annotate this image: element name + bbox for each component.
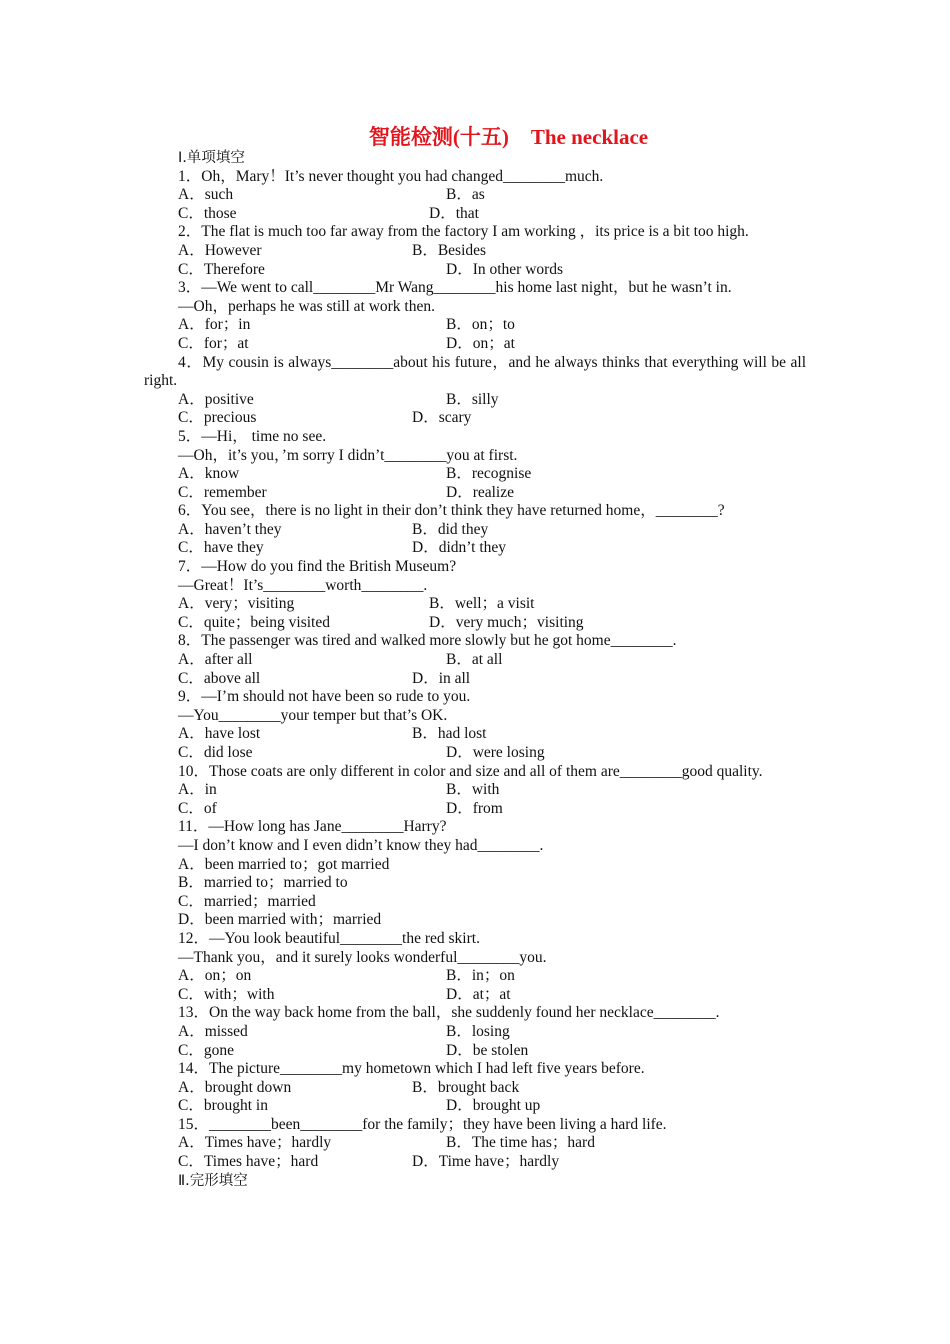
question-stem: 1．Oh，Mary！It’s never thought you had changed________much. bbox=[178, 167, 604, 185]
option-d: D．on；at bbox=[446, 334, 515, 352]
option-row bbox=[144, 1097, 806, 1116]
option-row bbox=[144, 1042, 806, 1061]
dialogue-line: —You________your temper but that’s OK. bbox=[178, 706, 448, 724]
option-c: C．remember bbox=[178, 483, 267, 501]
question-item bbox=[144, 763, 806, 819]
question-stem: 12．—You look beautiful________the red skirt. bbox=[178, 929, 480, 947]
title-cn: 智能检测(十五) bbox=[368, 125, 509, 149]
option-b: B．silly bbox=[446, 390, 499, 408]
option-c: C．with；with bbox=[178, 985, 275, 1003]
option-d: D．that bbox=[429, 204, 479, 222]
question-item bbox=[144, 354, 806, 428]
dialogue-line: —Great！It’s________worth________. bbox=[178, 576, 428, 594]
question-item bbox=[144, 558, 806, 632]
option-a: A．have lost bbox=[178, 725, 261, 743]
option-b: B．in；on bbox=[446, 967, 515, 985]
question-stem: 7．—How do you find the British Museum? bbox=[178, 558, 457, 576]
option-row bbox=[144, 484, 806, 503]
option-a: A．after all bbox=[178, 651, 253, 669]
question-stem: 15．________been________for the family；they have been living a hard life. bbox=[178, 1115, 667, 1133]
option-d: D．very much；visiting bbox=[429, 613, 584, 631]
option-b: B．The time has；hard bbox=[446, 1134, 595, 1152]
option-row bbox=[144, 967, 806, 986]
option-b: B．did they bbox=[412, 520, 489, 538]
option-row bbox=[144, 986, 806, 1005]
option-b: B．with bbox=[446, 781, 500, 799]
question-stem: 4．My cousin is always________about his future，and he always thinks that everything will be all right. bbox=[144, 353, 806, 390]
option-c: C．precious bbox=[178, 409, 257, 427]
option-a: A．However bbox=[178, 241, 262, 259]
option-row bbox=[144, 261, 806, 280]
option-a: A．brought down bbox=[178, 1078, 292, 1096]
option-a: A．Times have；hardly bbox=[178, 1134, 332, 1152]
question-item bbox=[144, 1116, 806, 1172]
option-row bbox=[144, 725, 806, 744]
question-item bbox=[144, 688, 806, 762]
option-row bbox=[144, 539, 806, 558]
question-stem: 13．On the way back home from the ball，she suddenly found her necklace________. bbox=[178, 1004, 720, 1022]
question-item bbox=[144, 818, 806, 930]
question-item bbox=[144, 428, 806, 502]
question-item bbox=[144, 1004, 806, 1060]
option-b: B．at all bbox=[446, 651, 503, 669]
dialogue-line: —Oh，it’s you，’m sorry I didn’t________you at first. bbox=[178, 446, 518, 464]
option-row bbox=[144, 521, 806, 540]
option-b: B．as bbox=[446, 186, 485, 204]
option-b: B．on；to bbox=[446, 316, 515, 334]
option-row bbox=[144, 391, 806, 410]
option-d: D．in all bbox=[412, 669, 471, 687]
option-row bbox=[144, 1079, 806, 1098]
option-row bbox=[144, 614, 806, 633]
option-b: B．recognise bbox=[446, 465, 532, 483]
question-item bbox=[144, 223, 806, 279]
option-row bbox=[144, 781, 806, 800]
option-row bbox=[144, 800, 806, 819]
option-d: D．at；at bbox=[446, 985, 511, 1003]
option-d: D．scary bbox=[412, 409, 472, 427]
dialogue-line: —I don’t know and I even didn’t know they had________. bbox=[178, 836, 544, 854]
question-item bbox=[144, 168, 806, 224]
option-a: A．on；on bbox=[178, 967, 252, 985]
option-d: D．In other words bbox=[446, 260, 564, 278]
option: B．married to；married to bbox=[178, 874, 348, 892]
option-d: D．brought up bbox=[446, 1097, 541, 1115]
option-c: C．gone bbox=[178, 1041, 234, 1059]
option-d: D．from bbox=[446, 799, 503, 817]
option-c: C．Times have；hard bbox=[178, 1153, 319, 1171]
dialogue-line: —Thank you，and it surely looks wonderful________you. bbox=[178, 948, 547, 966]
option-row bbox=[144, 670, 806, 689]
option: C．married；married bbox=[178, 892, 316, 910]
option-d: D．were losing bbox=[446, 744, 545, 761]
option-b: B．well；a visit bbox=[429, 595, 535, 613]
page-title bbox=[0, 124, 950, 150]
exercise-content bbox=[144, 149, 806, 1190]
option-d: D．realize bbox=[446, 483, 514, 501]
question-stem: 5．—Hi， time no see. bbox=[178, 427, 327, 445]
section-heading-1: Ⅰ.单项填空 bbox=[178, 150, 245, 166]
question-stem: 9．—I’m should not have been so rude to you. bbox=[178, 688, 471, 706]
option-row bbox=[144, 1023, 806, 1042]
option-a: A．such bbox=[178, 186, 234, 204]
title-en: The necklace bbox=[530, 125, 649, 149]
question-stem: 8．The passenger was tired and walked more slowly but he got home________. bbox=[178, 632, 677, 650]
option-d: D．Time have；hardly bbox=[412, 1153, 560, 1171]
option-b: B．Besides bbox=[412, 241, 487, 259]
option-c: C．have they bbox=[178, 539, 264, 557]
option-row bbox=[144, 744, 806, 763]
option-row bbox=[144, 186, 806, 205]
option-a: A．missed bbox=[178, 1022, 248, 1040]
option-row bbox=[144, 409, 806, 428]
option-row bbox=[144, 316, 806, 335]
option-row bbox=[144, 335, 806, 354]
option: D．been married with；married bbox=[178, 911, 382, 929]
option-c: C．of bbox=[178, 799, 217, 817]
question-stem: 3．—We went to call________Mr Wang________his home last night，but he wasn’t in. bbox=[178, 279, 732, 297]
option-c: C．Therefore bbox=[178, 260, 265, 278]
option-a: A．know bbox=[178, 465, 240, 483]
question-item bbox=[144, 632, 806, 688]
option-a: A．for；in bbox=[178, 316, 251, 334]
question-list bbox=[144, 168, 806, 1172]
option-row bbox=[144, 465, 806, 484]
option-a: A．very；visiting bbox=[178, 595, 295, 613]
option-row bbox=[144, 595, 806, 614]
question-stem: 14．The picture________my hometown which I had left five years before. bbox=[178, 1060, 645, 1078]
option-c: C．did lose bbox=[178, 744, 253, 761]
option-c: C．those bbox=[178, 204, 237, 222]
option-c: C．quite；being visited bbox=[178, 613, 330, 631]
question-item bbox=[144, 930, 806, 1004]
question-stem: 11．—How long has Jane________Harry? bbox=[178, 818, 447, 836]
option-d: D．didn’t they bbox=[412, 539, 506, 557]
option-c: C．for；at bbox=[178, 334, 249, 352]
dialogue-line: —Oh，perhaps he was still at work then. bbox=[178, 297, 435, 315]
option-row bbox=[144, 205, 806, 224]
option-b: B．losing bbox=[446, 1022, 510, 1040]
option-a: A．haven’t they bbox=[178, 520, 282, 538]
option-b: B．had lost bbox=[412, 725, 487, 743]
option-row bbox=[144, 651, 806, 670]
question-item bbox=[144, 502, 806, 558]
option-row bbox=[144, 242, 806, 261]
option-d: D．be stolen bbox=[446, 1041, 529, 1059]
option-row bbox=[144, 1153, 806, 1172]
option-row bbox=[144, 1134, 806, 1153]
option-c: C．above all bbox=[178, 669, 261, 687]
option-b: B．brought back bbox=[412, 1078, 520, 1096]
question-item bbox=[144, 279, 806, 353]
option-a: A．in bbox=[178, 781, 217, 799]
option: A．been married to；got married bbox=[178, 855, 390, 873]
option-a: A．positive bbox=[178, 390, 254, 408]
section-heading-2: Ⅱ.完形填空 bbox=[178, 1172, 248, 1189]
question-item bbox=[144, 1060, 806, 1116]
question-stem: 6．You see，there is no light in their don’t think they have returned home，________? bbox=[178, 502, 725, 520]
question-stem: 2．The flat is much too far away from the factory I am working ，its price is a bit too high. bbox=[178, 223, 749, 241]
option-c: C．brought in bbox=[178, 1097, 268, 1115]
question-stem: 10．Those coats are only different in color and size and all of them are________good quality. bbox=[178, 762, 763, 780]
